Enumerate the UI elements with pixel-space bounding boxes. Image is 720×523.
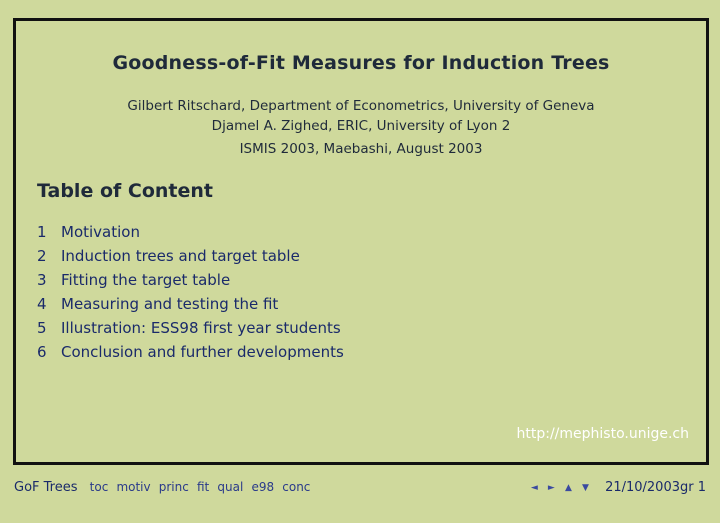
- prev-arrow-icon[interactable]: ◄: [530, 483, 538, 493]
- toc-item-label: Conclusion and further developments: [61, 343, 344, 361]
- author-line: Djamel A. Zighed, ERIC, University of Lyon 2: [211, 118, 511, 134]
- footer-nav-toc[interactable]: toc: [89, 480, 109, 494]
- footer-nav-e98[interactable]: e98: [251, 480, 275, 494]
- toc-item-label: Illustration: ESS98 first year students: [61, 319, 341, 337]
- toc-heading: Table of Content: [37, 180, 213, 202]
- toc-item-label: Measuring and testing the fit: [61, 295, 279, 313]
- author-list: [16, 96, 706, 136]
- footer-title: GoF Trees: [14, 480, 78, 495]
- next-arrow-icon[interactable]: ►: [547, 483, 555, 493]
- footer-nav-princ[interactable]: princ: [158, 480, 189, 494]
- slide-frame: [13, 18, 709, 465]
- toc-item-number: 6: [37, 343, 47, 361]
- footer-nav-qual[interactable]: qual: [217, 480, 244, 494]
- footer-date-page: 21/10/2003gr 1: [605, 480, 706, 495]
- toc-item-measuring[interactable]: [37, 292, 344, 316]
- toc-item-label: Motivation: [61, 223, 140, 241]
- toc-item-illustration[interactable]: [37, 316, 344, 340]
- down-arrow-icon[interactable]: ▼: [582, 483, 589, 493]
- toc-item-number: 5: [37, 319, 47, 337]
- footer-nav-motiv[interactable]: motiv: [116, 480, 151, 494]
- toc-item-motivation[interactable]: [37, 220, 344, 244]
- footer-bar: [0, 476, 720, 498]
- footer-nav-fit[interactable]: fit: [196, 480, 210, 494]
- nav-arrows: [531, 480, 599, 495]
- footer-nav-conc[interactable]: conc: [282, 480, 311, 494]
- toc-item-label: Fitting the target table: [61, 271, 231, 289]
- footer-right: [531, 480, 706, 495]
- toc-item-number: 1: [37, 223, 47, 241]
- toc-item-label: Induction trees and target table: [61, 247, 300, 265]
- conference-line: ISMIS 2003, Maebashi, August 2003: [239, 141, 483, 157]
- slide-title: Goodness-of-Fit Measures for Induction Trees: [112, 52, 610, 74]
- toc-list: [37, 220, 344, 364]
- toc-item-fitting[interactable]: [37, 268, 344, 292]
- toc-item-number: 2: [37, 247, 47, 265]
- footer-left: [14, 480, 314, 495]
- website-link[interactable]: http://mephisto.unige.ch: [516, 426, 689, 442]
- toc-item-conclusion[interactable]: [37, 340, 344, 364]
- toc-item-number: 3: [37, 271, 47, 289]
- author-line: Gilbert Ritschard, Department of Econometrics, University of Geneva: [127, 98, 595, 114]
- toc-item-induction-trees[interactable]: [37, 244, 344, 268]
- toc-item-number: 4: [37, 295, 47, 313]
- up-arrow-icon[interactable]: ▲: [564, 483, 572, 493]
